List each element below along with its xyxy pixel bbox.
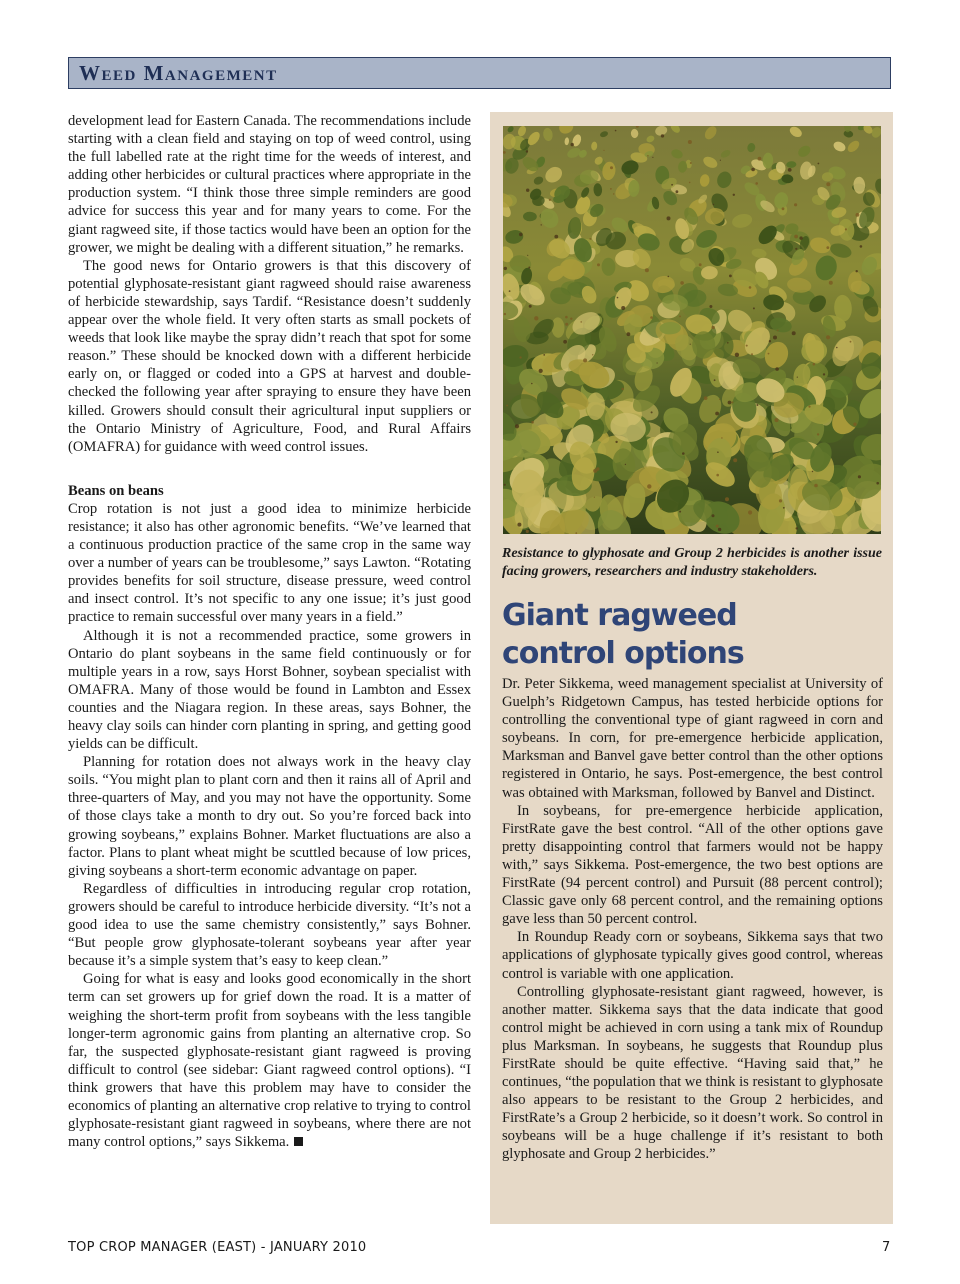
leaf-spot: [615, 130, 617, 132]
leaf-spot: [755, 182, 758, 185]
article-paragraph: Regardless of difficulties in introducing regular crop rotation, growers should be careful to introduce herbicide diversity. “It’s not a good idea to use the same chemistry consistently,” says Bohner. “But people grow glyphosate-tolerant soybeans year after year because it’s a simple system that’s easy to keep clean.”: [68, 880, 471, 970]
leaf-spot: [729, 275, 732, 278]
leaf-spot: [728, 401, 732, 405]
article-paragraph: Planning for rotation does not always work in the heavy clay soils. “You might plan to plant corn and then it rains all of April and three-quarters of May, and you may not have the opportunity. Some of those clays take a month to dry out. So you’re forced back into growing soybeans,” explains Bohner. Market fluctuations are also a factor. Plans to plant wheat might be scuttled because of low prices, giving soybeans a short-term economic advantage on paper.: [68, 754, 471, 879]
sidebar-title: [502, 597, 882, 673]
leaf-spot: [704, 396, 708, 400]
leaf-spot: [594, 497, 595, 498]
leaf-spot: [526, 189, 529, 192]
leaf-spot: [860, 245, 863, 248]
leaf-spot: [543, 354, 545, 356]
section-title: Weed Management: [79, 61, 278, 85]
leaf-spot: [554, 235, 558, 239]
leaf-spot: [727, 342, 729, 344]
leaf-spot: [777, 330, 779, 332]
leaf-spot: [645, 268, 649, 272]
leaf: [692, 331, 715, 358]
leaf-spot: [589, 238, 591, 240]
leaf-spot: [621, 306, 625, 310]
leaf-spot: [788, 168, 792, 172]
leaf-spot: [795, 248, 797, 250]
leaf-spot: [799, 236, 802, 239]
sidebar-title-line: Giant ragweed: [502, 598, 737, 633]
leaf-spot: [575, 532, 577, 534]
leaf-spot: [565, 323, 568, 326]
leaf-spot: [679, 316, 681, 318]
leaf-spot: [746, 345, 748, 347]
leaf-spot: [713, 204, 714, 205]
leaf-spot: [769, 340, 771, 342]
leaf-spot: [826, 246, 829, 249]
leaf-spot: [753, 307, 755, 309]
leaf-spot: [829, 281, 833, 285]
leaf-spot: [690, 344, 691, 345]
leaf-spot: [571, 143, 574, 146]
leaf-spot: [625, 464, 626, 465]
article-paragraph: Crop rotation is not just a good idea to minimize herbicide resistance; it also has other agronomic benefits. “We’ve learned that a continuous production practice of the same crop in the same way over a number of years can be troublesome,” says Lawton. “Rotating provides benefits for soil structure, disease pressure, weed control and insect control. It’s not specific to any one issue; it’s just good practice to remain successful over many years in a field.”: [68, 500, 471, 626]
leaf-spot: [660, 508, 662, 510]
leaf-spot: [712, 514, 715, 517]
leaf-spot: [680, 281, 684, 285]
leaf-spot: [794, 203, 797, 206]
leaf-spot: [650, 316, 653, 319]
leaf-spot: [597, 263, 600, 266]
article-paragraph: Although it is not a recommended practice, some growers in Ontario do plant soybeans in the same field continuously or for multiple years in a row, says Horst Bohner, soybean specialist with OMAFRA. Many of those would be found in Lambton and Essex counties and the Niagara region. In these areas, says Bohner, the heavy clay soils can hinder corn planting in spring, and getting good yields can be difficult.: [68, 627, 471, 753]
leaf-spot: [603, 150, 604, 151]
leaf-spot: [858, 475, 861, 478]
sidebar-paragraph: In soybeans, for pre-emergence herbicide application, FirstRate gave the best control. “All of the other options gave pretty disappointing control that farmers would not be happy with,” says Sikkema. Post-emergence, the two best options are FirstRate (94 percent control) and Pursuit (88 percent control); Classic gave only 68 percent control, and the remaining options gave less than 50 percent control.: [502, 802, 883, 928]
leaf-spot: [699, 263, 702, 266]
leaf-spot: [808, 406, 810, 408]
leaf-spot: [506, 405, 508, 407]
leaf-spot: [570, 318, 572, 320]
leaf-spot: [503, 151, 506, 154]
leaf-spot: [651, 411, 653, 413]
leaf-spot: [613, 193, 614, 194]
leaf-spot: [720, 160, 721, 161]
leaf-spot: [671, 184, 673, 186]
leaf-spot: [534, 316, 538, 320]
leaf-spot: [826, 335, 830, 339]
leaf-spot: [592, 354, 593, 355]
leaf-spot: [748, 510, 752, 514]
leaf-spot: [657, 362, 658, 363]
leaf-spot: [615, 441, 617, 443]
leaf-spot: [733, 194, 735, 196]
leaf-spot: [610, 166, 613, 169]
article-paragraph: The good news for Ontario growers is that this discovery of potential glyphosate-resistant giant ragweed should raise awareness of herbicide stewardship, says Tardif. “Resistance doesn’t suddenly appear over the whole field. It very often starts as small pockets of weeds that look like maybe the spray didn’t reach that spot for some reason.” These should be knocked down with a different herbicide early on, or flagged or coded into a GPS at harvest and double-checked the following year after spraying to ensure they have been killed. Growers should consult their agricultural input suppliers or the Ontario Ministry of Agriculture, Food, and Rural Affairs (OMAFRA) for guidance with weed control issues.: [68, 257, 471, 455]
leaf-spot: [509, 290, 511, 292]
leaf-spot: [812, 471, 813, 472]
leaf-spot: [709, 305, 712, 308]
leaf-spot: [718, 528, 721, 531]
article-paragraph: development lead for Eastern Canada. The recommendations include starting with a clean field and staying on top of weed control, using the full labelled rate at the right time for the weeds of interest, and adding other herbicides or cultural practices where appropriate in the production system. “I think those three simple reminders are good advice for success this year and for many years to come. For the giant ragweed site, if those tactics would have been an option for the grower, we might be dealing with a different situation,” he remarks.: [68, 113, 471, 256]
sidebar-paragraph: In Roundup Ready corn or soybeans, Sikkema says that two applications of glyphosate typically gives good control, whereas control is variable with one application.: [502, 929, 883, 982]
sidebar-body: [502, 675, 883, 1164]
leaf-spot: [826, 182, 830, 186]
leaf-spot: [682, 452, 685, 455]
leaf-spot: [794, 235, 798, 239]
leaf-spot: [733, 458, 737, 462]
leaf-spot: [850, 341, 852, 343]
article-column: [68, 112, 471, 1151]
photo-caption: Resistance to glyphosate and Group 2 herbicides is another issue facing growers, researchers and industry stakeholders.: [502, 546, 882, 579]
leaf-spot: [690, 162, 692, 164]
leaf-spot: [565, 316, 568, 319]
leaf-spot: [751, 168, 755, 172]
leaf-spot: [749, 286, 752, 289]
leaf-spot: [719, 399, 720, 400]
leaf-spot: [716, 474, 719, 477]
leaf-spot: [779, 499, 782, 502]
leaf-spot: [856, 270, 858, 272]
leaf-spot: [679, 511, 681, 513]
leaf-spot: [775, 367, 779, 371]
leaf-spot: [735, 353, 739, 357]
leaf-spot: [526, 150, 528, 152]
leaf-spot: [813, 363, 816, 366]
leaf-spot: [520, 356, 522, 358]
leaf-spot: [856, 213, 860, 217]
leaf-spot: [515, 424, 519, 428]
footer-page-number: 7: [882, 1240, 891, 1255]
leaf-spot: [756, 404, 758, 406]
leaf-spot: [519, 233, 523, 237]
leaf-spot: [725, 497, 729, 501]
leaf-spot: [531, 383, 533, 385]
leaf-spot: [775, 418, 779, 422]
leaf-spot: [792, 331, 796, 335]
leaf-spot: [688, 140, 692, 144]
leaf-spot: [541, 224, 542, 225]
sidebar-box: [490, 112, 893, 1224]
leaf-spot: [539, 369, 543, 373]
leaf-spot: [563, 340, 567, 344]
leaf-spot: [714, 379, 716, 381]
leaf-spot: [667, 216, 671, 220]
leaf-spot: [818, 163, 820, 165]
sidebar-paragraph: Dr. Peter Sikkema, weed management specialist at University of Guelph’s Ridgetown Campus, has tested herbicide options for controlling the conventional type of giant ragweed in corn and soybeans. In corn, for pre-emergence herbicide application, Marksman and Banvel gave better control than the other options registered in Ontario, he says. Post-emergence, the best control was obtained with Marksman, followed by Banvel and Distinct.: [502, 676, 883, 801]
leaf-spot: [504, 484, 506, 486]
leaf-spot: [845, 228, 847, 230]
footer-publication: TOP CROP MANAGER (EAST) - JANUARY 2010: [68, 1240, 367, 1255]
leaf-spot: [716, 525, 719, 528]
leaf-spot: [758, 157, 762, 161]
leaf-spot: [783, 507, 785, 509]
leaf-spot: [580, 321, 582, 323]
leaf-spot: [596, 467, 599, 470]
leaf-spot: [796, 527, 798, 529]
leaf-spot: [689, 182, 691, 184]
foliage-illustration: [503, 126, 881, 534]
leaf-spot: [717, 451, 719, 453]
leaf-spot: [715, 412, 719, 416]
leaf-spot: [528, 267, 530, 269]
leaf-spot: [583, 358, 587, 362]
leaf-spot: [676, 190, 679, 193]
leaf-spot: [732, 401, 734, 403]
sidebar-title-line: control options: [502, 636, 744, 671]
leaf-spot: [817, 433, 819, 435]
leaf-spot: [661, 134, 664, 137]
leaf-spot: [531, 421, 534, 424]
end-of-article-mark: [294, 1137, 303, 1146]
leaf-spot: [712, 326, 715, 329]
leaf-spot: [797, 377, 798, 378]
leaf-spot: [504, 313, 506, 315]
article-subheading: Beans on beans: [68, 482, 164, 499]
leaf-spot: [668, 276, 670, 278]
leaf-spot: [836, 347, 838, 349]
leaf-spot: [549, 199, 551, 201]
leaf-spot: [504, 267, 507, 270]
leaf-spot: [529, 305, 532, 308]
leaf-spot: [768, 353, 770, 355]
leaf-spot: [647, 155, 649, 157]
leaf-spot: [517, 523, 521, 527]
leaf-spot: [527, 255, 528, 256]
leaf-spot: [526, 530, 529, 533]
leaf-spot: [647, 484, 651, 488]
leaf-spot: [652, 157, 653, 158]
leaf-spot: [876, 482, 879, 485]
leaf-spot: [773, 336, 777, 340]
leaf-spot: [823, 373, 825, 375]
article-paragraph-text: Going for what is easy and looks good economically in the short term can set growers up for grief down the road. It is a matter of weighing the short-term profit from soybeans with the less tangible longer-term agronomic gains from planting an alternative crop. So far, the suspected glyphosate-resistant giant ragweed is proving difficult to control (see sidebar: Giant ragweed control options). “I think growers that have this problem may have to consider the economics of planting an alternative crop relative to trying to control glyphosate-resistant giant ragweed in soybeans, where there are not many control options,” says Sikkema.: [68, 971, 471, 1151]
section-header-bar: [68, 57, 891, 89]
leaf-spot: [621, 388, 624, 391]
leaf-spot: [721, 437, 722, 438]
leaf-spot: [610, 188, 612, 190]
leaf-spot: [853, 423, 856, 426]
leaf-spot: [627, 332, 631, 336]
leaf-spot: [782, 207, 785, 210]
leaf-spot: [617, 297, 619, 299]
leaf-spot: [751, 353, 753, 355]
leaf-spot: [814, 484, 818, 488]
article-paragraph-last: [68, 970, 471, 1151]
soybean-field-photo: [503, 126, 881, 534]
sidebar-paragraph: Controlling glyphosate-resistant giant ragweed, however, is another matter. Sikkema says that the data indicate that good control might be achieved in corn using a tank mix of Roundup plus Marksman. In soybeans, he suggests that Roundup plus FirstRate should be quite effective. “Having said that,” he continues, “the population that we think is resistant to glyphosate also appears to be resistant to the Group 2 herbicides, and FirstRate’s a Group 2 herbicide, so it doesn’t work. So control in soybeans will be a huge challenge if it’s resistant to both glyphosate and Group 2 herbicides.”: [502, 983, 883, 1163]
